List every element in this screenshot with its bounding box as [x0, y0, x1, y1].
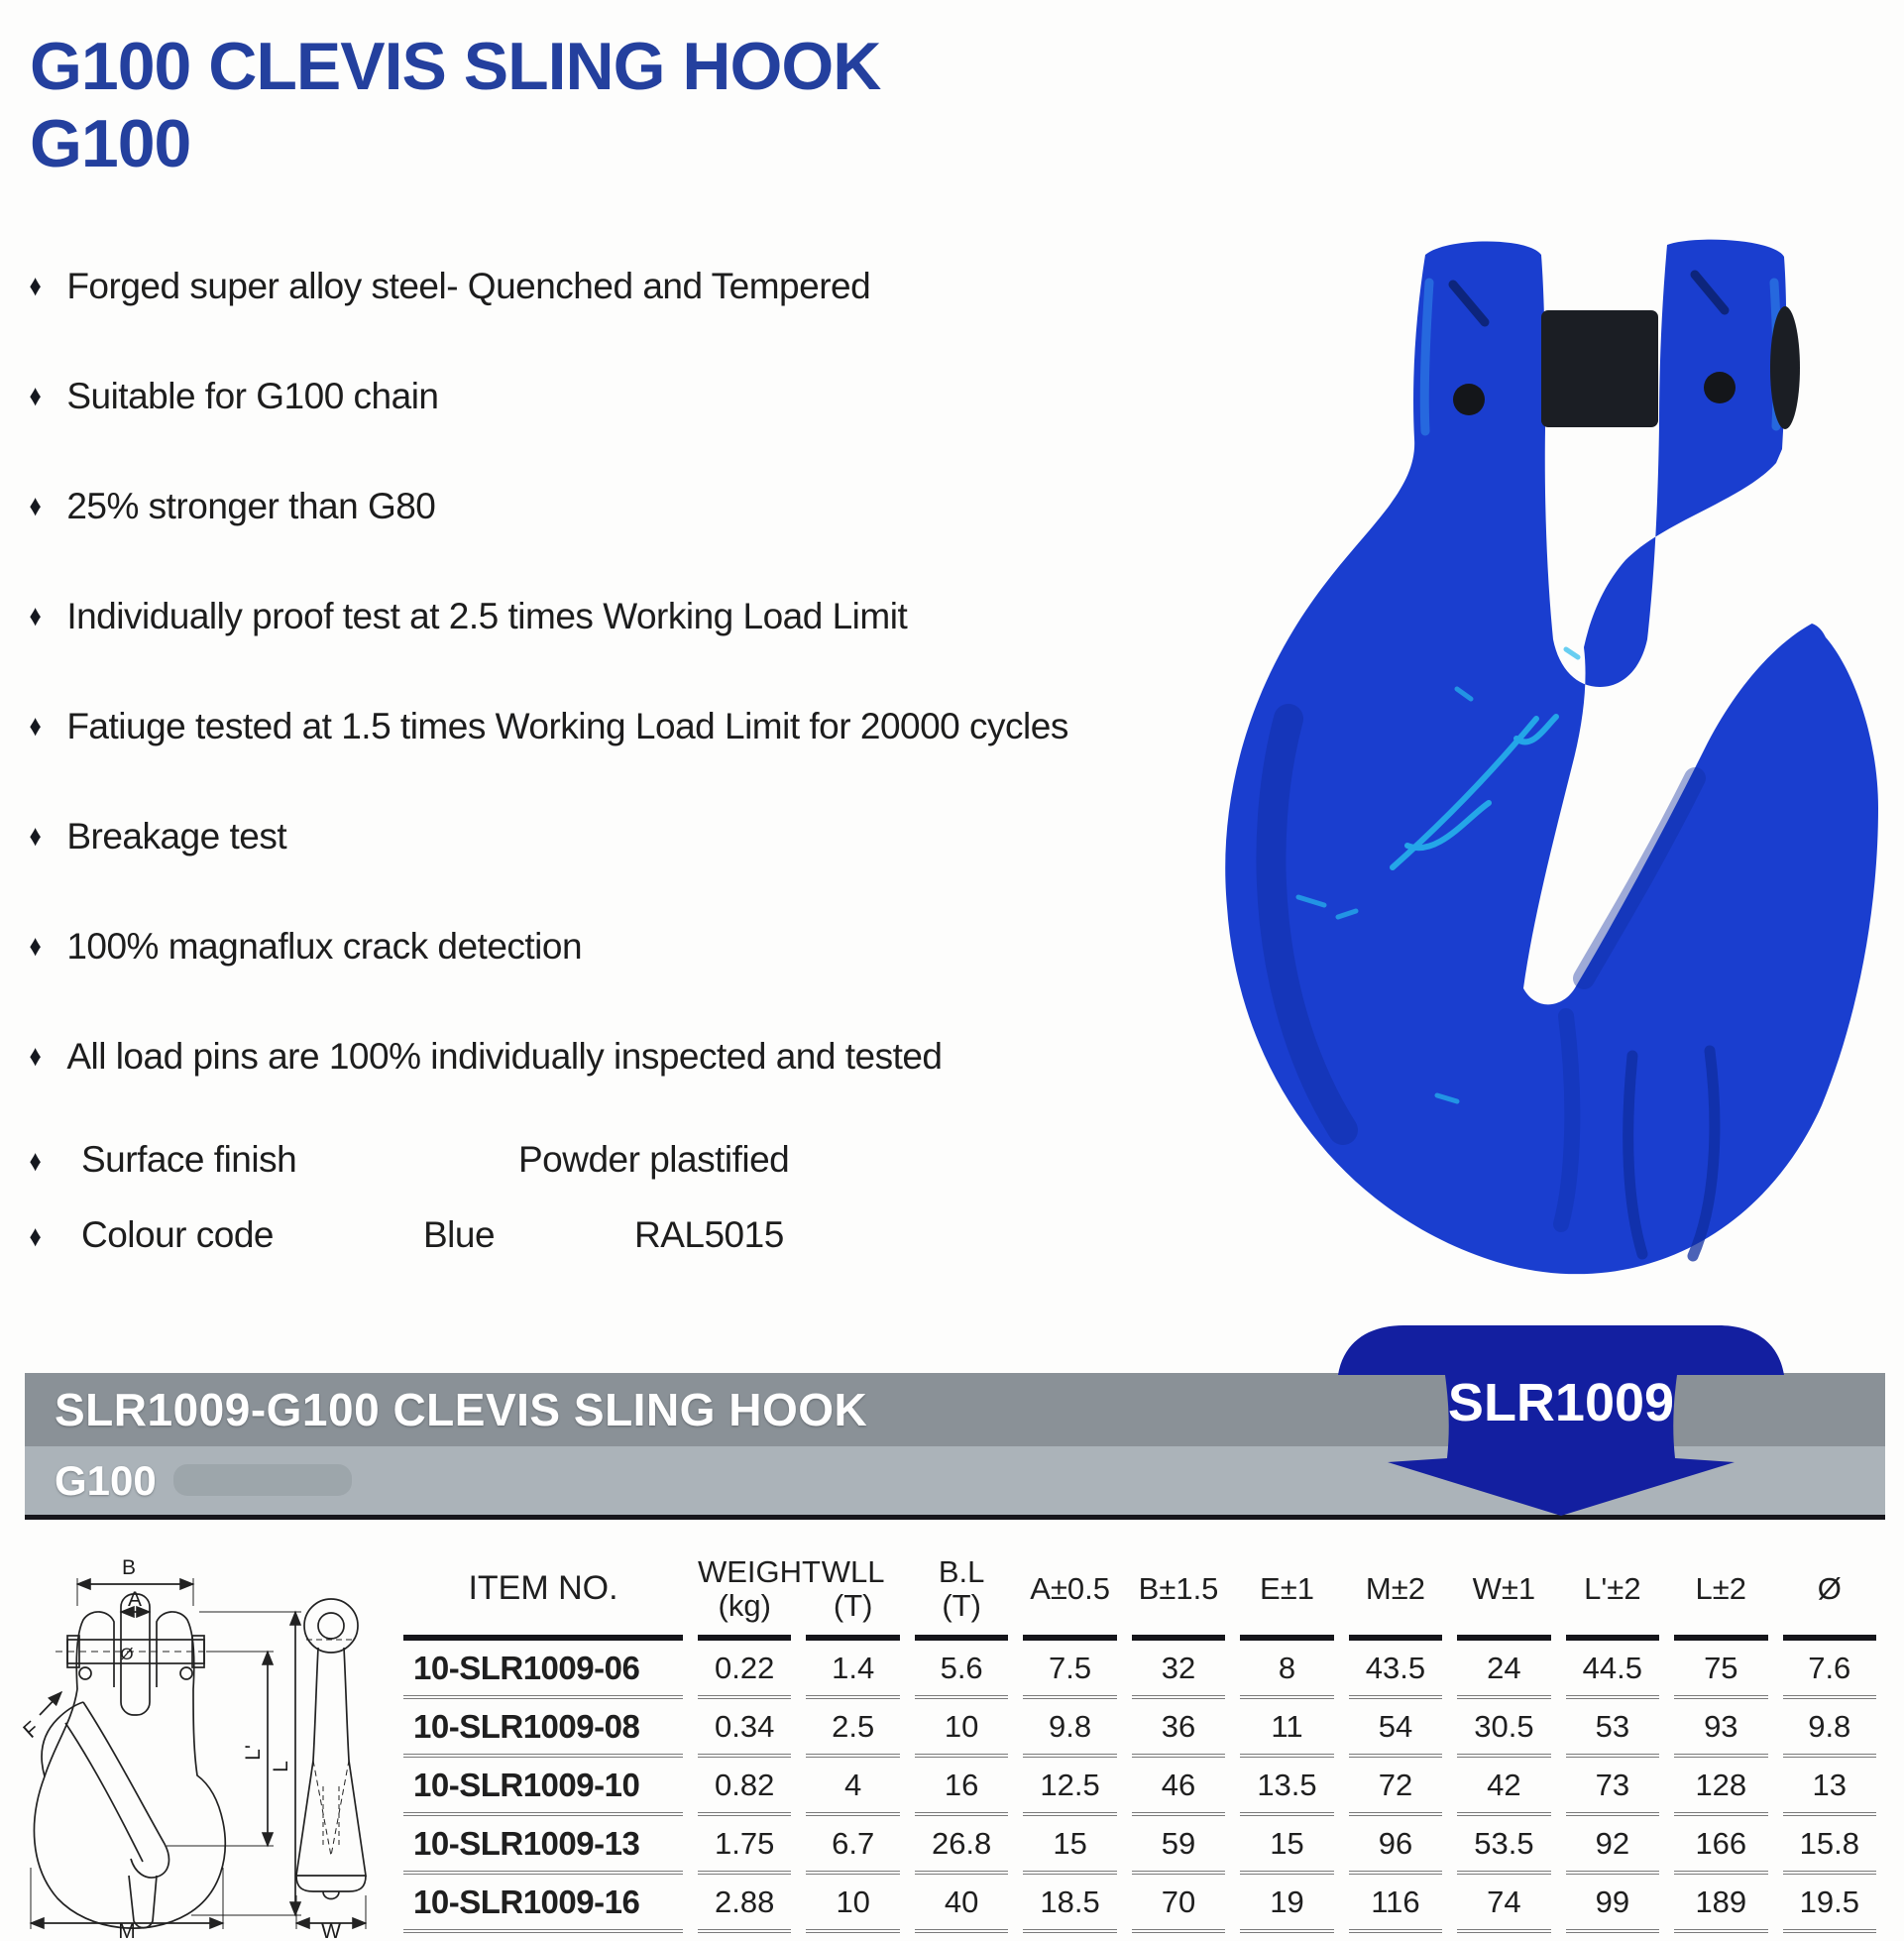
feature-text: All load pins are 100% individually inspected and tested [66, 1036, 943, 1077]
diamond-bullet-icon: ♦ [29, 490, 42, 522]
value-cell: 19 [1240, 1875, 1333, 1933]
value-cell: 7.6 [1783, 1641, 1876, 1699]
column-header: WEIGHT (kg) [698, 1554, 791, 1641]
value-cell: 2.5 [806, 1699, 899, 1758]
table-row [403, 1875, 1876, 1933]
value-cell: 15.8 [1783, 1816, 1876, 1875]
table-header-row [403, 1554, 1876, 1641]
dim-label-F: F [19, 1717, 45, 1744]
diamond-bullet-icon: ♦ [29, 1145, 42, 1178]
value-cell: 16 [915, 1758, 1008, 1816]
value-cell: 189 [1674, 1875, 1767, 1933]
spec-value-ral-code: RAL5015 [634, 1214, 784, 1255]
features-list [28, 266, 1118, 1146]
ribbon-label: SLR1009 [1447, 1373, 1675, 1432]
prong-hole [1704, 372, 1736, 403]
column-header: W±1 [1457, 1554, 1550, 1641]
diamond-bullet-icon: ♦ [29, 600, 42, 632]
value-cell: 93 [1674, 1699, 1767, 1758]
column-header: L±2 [1674, 1554, 1767, 1641]
banner-smudge [173, 1464, 352, 1496]
feature-item [28, 1036, 1118, 1146]
item-no-cell: 10-SLR1009-06 [403, 1641, 683, 1699]
value-cell: 166 [1674, 1816, 1767, 1875]
value-cell: 9.8 [1783, 1699, 1876, 1758]
value-cell: 75 [1674, 1641, 1767, 1699]
value-cell: 12.5 [1023, 1758, 1116, 1816]
feature-text: 25% stronger than G80 [66, 486, 436, 526]
value-cell: 1.75 [698, 1816, 791, 1875]
ribbon-arrow [1328, 1313, 1794, 1522]
value-cell: 53.5 [1457, 1816, 1550, 1875]
clevis-pin [1541, 310, 1658, 427]
diamond-bullet-icon: ♦ [29, 930, 42, 963]
item-no-cell: 10-SLR1009-08 [403, 1699, 683, 1758]
value-cell: 54 [1349, 1699, 1442, 1758]
value-cell: 10 [915, 1699, 1008, 1758]
page-title-line2: G100 [30, 106, 191, 181]
column-header: E±1 [1240, 1554, 1333, 1641]
value-cell: 74 [1457, 1875, 1550, 1933]
diamond-bullet-icon: ♦ [29, 1220, 42, 1253]
column-header: Ø [1783, 1554, 1876, 1641]
dim-label-L: L [270, 1761, 292, 1772]
feature-text: Individually proof test at 2.5 times Working Load Limit [66, 596, 908, 636]
spec-label: Colour code [81, 1214, 275, 1255]
value-cell: 99 [1566, 1875, 1659, 1933]
feature-item [28, 376, 1118, 486]
value-cell: 30.5 [1457, 1699, 1550, 1758]
value-cell: 46 [1132, 1758, 1225, 1816]
clevis-pin-end [1770, 306, 1800, 429]
value-cell: 40 [915, 1875, 1008, 1933]
table-row [403, 1758, 1876, 1816]
spec-value-colour: Blue [423, 1214, 496, 1255]
spec-row-colour-code [0, 1213, 1090, 1261]
value-cell: 13.5 [1240, 1758, 1333, 1816]
value-cell: 5.6 [915, 1641, 1008, 1699]
table-row [403, 1816, 1876, 1875]
value-cell: 7.5 [1023, 1641, 1116, 1699]
value-cell: 0.82 [698, 1758, 791, 1816]
dim-label-Lp: L' [242, 1745, 265, 1761]
spec-table [389, 1554, 1891, 1933]
technical-drawing [18, 1548, 392, 1939]
item-no-cell: 10-SLR1009-16 [403, 1875, 683, 1933]
feature-item [28, 596, 1118, 706]
banner-title: SLR1009-G100 CLEVIS SLING HOOK [55, 1384, 868, 1435]
column-header: M±2 [1349, 1554, 1442, 1641]
column-header: ITEM NO. [403, 1554, 683, 1641]
diamond-bullet-icon: ♦ [29, 270, 42, 302]
value-cell: 15 [1240, 1816, 1333, 1875]
value-cell: 128 [1674, 1758, 1767, 1816]
value-cell: 59 [1132, 1816, 1225, 1875]
dim-label-M: M [118, 1920, 136, 1939]
dim-label-A: A [127, 1588, 143, 1611]
value-cell: 42 [1457, 1758, 1550, 1816]
spec-label: Surface finish [81, 1139, 297, 1180]
page-title-line1: G100 CLEVIS SLING HOOK [30, 29, 881, 104]
value-cell: 6.7 [806, 1816, 899, 1875]
feature-item [28, 706, 1118, 816]
diamond-bullet-icon: ♦ [29, 820, 42, 853]
value-cell: 116 [1349, 1875, 1442, 1933]
diamond-bullet-icon: ♦ [29, 710, 42, 742]
feature-text: Suitable for G100 chain [66, 376, 439, 416]
item-no-cell: 10-SLR1009-13 [403, 1816, 683, 1875]
page-title [30, 28, 880, 182]
value-cell: 9.8 [1023, 1699, 1116, 1758]
item-no-cell: 10-SLR1009-10 [403, 1758, 683, 1816]
value-cell: 96 [1349, 1816, 1442, 1875]
diamond-bullet-icon: ♦ [29, 380, 42, 412]
value-cell: 32 [1132, 1641, 1225, 1699]
feature-text: Forged super alloy steel- Quenched and Tempered [66, 266, 871, 306]
value-cell: 11 [1240, 1699, 1333, 1758]
feature-text: Fatiuge tested at 1.5 times Working Load Limit for 20000 cycles [66, 706, 1068, 746]
feature-item [28, 486, 1118, 596]
value-cell: 73 [1566, 1758, 1659, 1816]
value-cell: 24 [1457, 1641, 1550, 1699]
spec-row-surface-finish [0, 1138, 1090, 1186]
value-cell: 43.5 [1349, 1641, 1442, 1699]
column-header: WLL (T) [806, 1554, 899, 1641]
value-cell: 8 [1240, 1641, 1333, 1699]
value-cell: 0.34 [698, 1699, 791, 1758]
value-cell: 15 [1023, 1816, 1116, 1875]
feature-text: Breakage test [66, 816, 287, 856]
value-cell: 36 [1132, 1699, 1225, 1758]
diamond-bullet-icon: ♦ [29, 1040, 42, 1073]
value-cell: 2.88 [698, 1875, 791, 1933]
feature-item [28, 266, 1118, 376]
table-body [403, 1641, 1876, 1933]
dim-label-W: W [321, 1920, 341, 1939]
column-header: B.L (T) [915, 1554, 1008, 1641]
table-row [403, 1699, 1876, 1758]
value-cell: 72 [1349, 1758, 1442, 1816]
value-cell: 0.22 [698, 1641, 791, 1699]
prong-hole [1453, 384, 1485, 415]
banner-grade: G100 [55, 1456, 157, 1504]
column-header: L'±2 [1566, 1554, 1659, 1641]
spec-value: Powder plastified [518, 1139, 790, 1180]
value-cell: 4 [806, 1758, 899, 1816]
feature-item [28, 926, 1118, 1036]
value-cell: 53 [1566, 1699, 1659, 1758]
feature-text: 100% magnaflux crack detection [66, 926, 583, 967]
column-header: B±1.5 [1132, 1554, 1225, 1641]
column-header: A±0.5 [1023, 1554, 1116, 1641]
value-cell: 70 [1132, 1875, 1225, 1933]
value-cell: 10 [806, 1875, 899, 1933]
value-cell: 26.8 [915, 1816, 1008, 1875]
dim-label-B: B [121, 1556, 137, 1579]
value-cell: 1.4 [806, 1641, 899, 1699]
table-row [403, 1641, 1876, 1699]
product-photo-hook [1140, 223, 1904, 1304]
value-cell: 44.5 [1566, 1641, 1659, 1699]
feature-item [28, 816, 1118, 926]
value-cell: 19.5 [1783, 1875, 1876, 1933]
value-cell: 13 [1783, 1758, 1876, 1816]
value-cell: 18.5 [1023, 1875, 1116, 1933]
dim-label-dia: Ø [120, 1645, 134, 1663]
value-cell: 92 [1566, 1816, 1659, 1875]
